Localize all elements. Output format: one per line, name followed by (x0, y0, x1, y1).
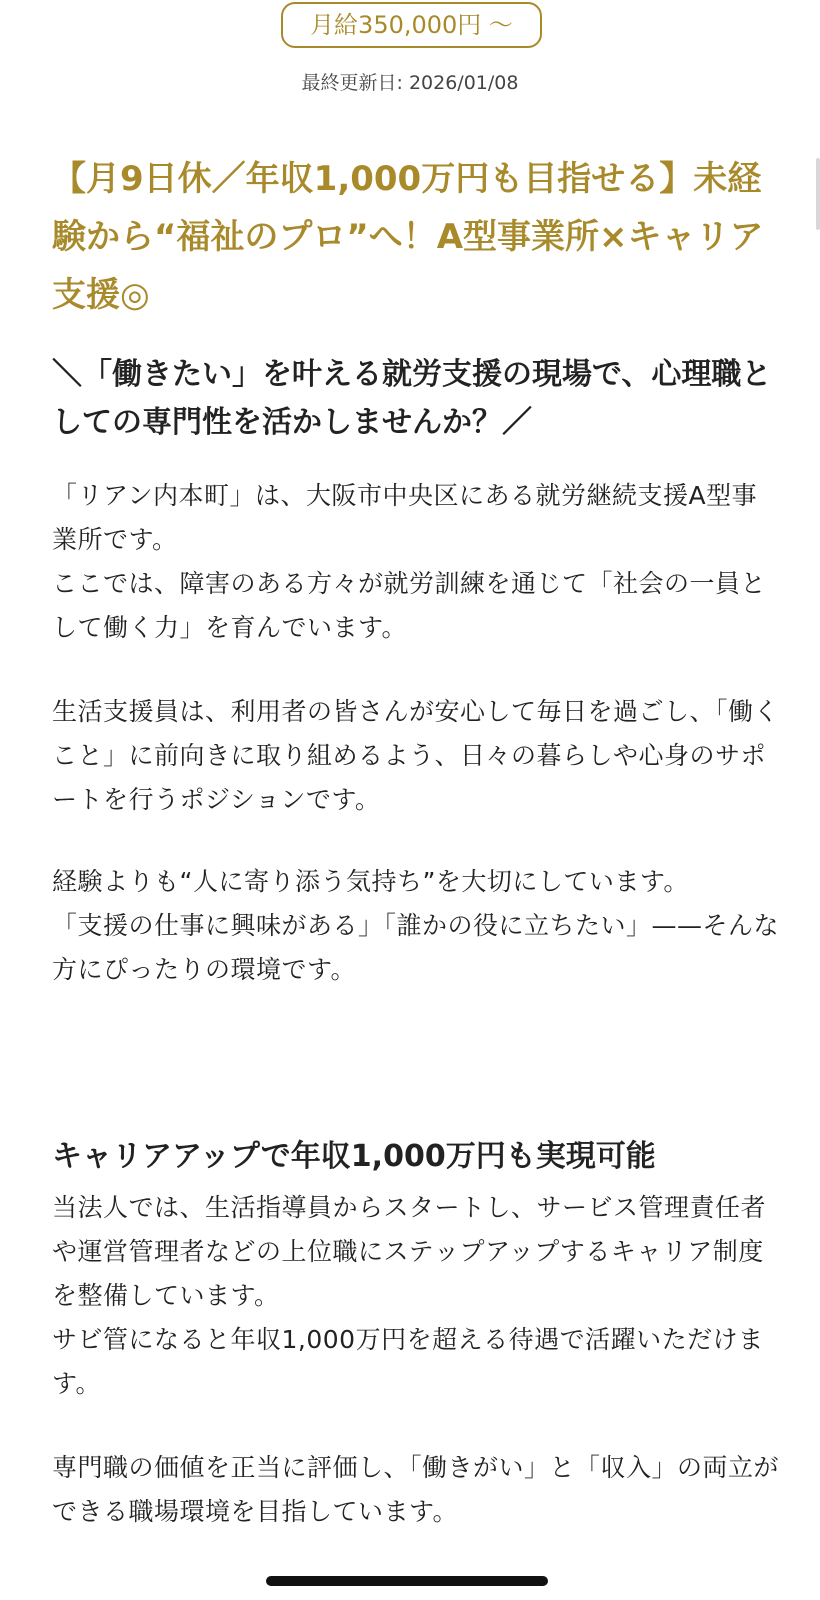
home-indicator[interactable] (266, 1576, 548, 1586)
scrollbar[interactable] (816, 158, 820, 230)
job-title: 【月9日休／年収1,000万円も目指せる】未経験から“福祉のプロ”へ！A型事業所×キャリア支援◎ (52, 159, 764, 315)
career-line-salary: サビ管になると年収1,000万円を超える待遇で活躍いただけます。 (52, 1325, 764, 1398)
intro-line-facility: 「リアン内本町」は、大阪市中央区にある就労継続支援A型事業所です。 (52, 481, 758, 554)
salary-badge: 月給350,000円 〜 (281, 2, 542, 48)
catchphrase: ＼「働きたい」を叶える就労支援の現場で、心理職としての専門性を活かしませんか？／ (52, 357, 772, 440)
intro-paragraph (52, 474, 782, 650)
career-paragraph (52, 1186, 782, 1406)
values-line-empathy: 経験よりも“人に寄り添う気持ち”を大切にしています。 (52, 867, 689, 896)
last-updated-date: 最終更新日: 2026/01/08 (301, 72, 519, 94)
intro-line-mission: ここでは、障害のある方々が就労訓練を通じて「社会の一員として働く力」を育んでいます。 (52, 569, 767, 642)
closing-paragraph (52, 1446, 782, 1534)
values-line-fit: 「支援の仕事に興味がある」「誰かの役に立ちたい」——そんな方にぴったりの環境です。 (52, 911, 780, 984)
closing-text: 専門職の価値を正当に評価し、「働きがい」と「収入」の両立ができる職場環境を目指しています。 (52, 1453, 780, 1526)
career-heading: キャリアアップで年収1,000万円も実現可能 (52, 1139, 656, 1174)
role-paragraph (52, 690, 782, 822)
role-text: 生活支援員は、利用者の皆さんが安心して毎日を過ごし、「働くこと」に前向きに取り組めるよう、日々の暮らしや心身のサポートを行うポジションです。 (52, 697, 780, 814)
career-line-system: 当法人では、生活指導員からスタートし、サービス管理責任者や運営管理者などの上位職にステップアップするキャリア制度を整備しています。 (52, 1193, 767, 1310)
values-paragraph (52, 860, 782, 992)
